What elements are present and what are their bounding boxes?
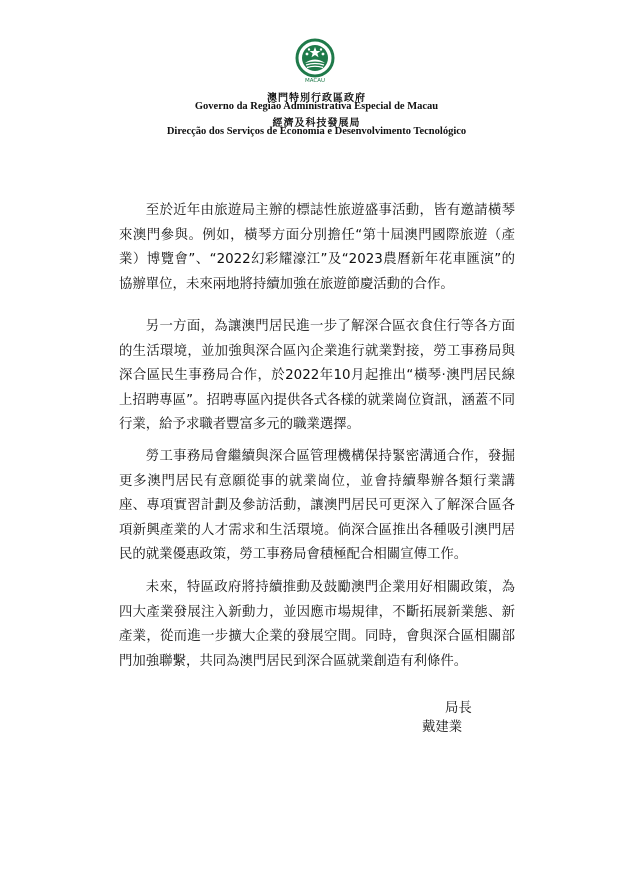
signature-title-text: 局長 — [445, 701, 472, 716]
emblem-label: MACAU — [304, 78, 326, 84]
paragraph-tourism: 至於近年由旅遊局主辦的標誌性旅遊盛事活動，皆有邀請橫琴來澳門參與。例如，橫琴方面分別擔任“第十屆澳門國際旅遊（產業）博覽會”、“2022幻彩耀濠江”及“2023農曆新年花車匯演”的協辦單位，未來兩地將持續加強在旅遊節慶活動的合作。 — [119, 203, 515, 292]
signature-name-text: 戴建業 — [422, 720, 463, 735]
macau-emblem-icon — [286, 38, 344, 84]
paragraph-recruitment-zone: 另一方面，為讓澳門居民進一步了解深合區衣食住行等各方面的生活環境，並加強與深合區內企業進行就業對接，勞工事務局與深合區民生事務局合作，於2022年10月起推出“橫琴·澳門居民線上招聘專區”。招聘專區內提供各式各樣的就業崗位資訊，涵蓋不同行業，給予求職者豐富多元的職業選擇。 — [119, 319, 515, 432]
paragraph-future: 未來，特區政府將持續推動及鼓勵澳門企業用好相關政策，為四大產業發展注入新動力，並因應市場規律，不斷拓展新業態、新產業，從而進一步擴大企業的發展空間。同時，會與深合區相關部門加強聯繫，共同為澳門居民到深合區就業創造有利條件。 — [119, 580, 515, 669]
department-name-zh: 經濟及科技發展局 — [272, 118, 361, 129]
government-name-pt: Governo da Região Administrativa Especial de Macau — [194, 101, 439, 112]
paragraph-labour-bureau: 勞工事務局會繼續與深合區管理機構保持緊密溝通合作，發掘更多澳門居民有意願從事的就業崗位，並會持續舉辦各類行業講座、專項實習計劃及參訪活動，讓澳門居民可更深入了解深合區各項新興產業的人才需求和生活環境。倘深合區推出各種吸引澳門居民的就業優惠政策，勞工事務局會積極配合相關宣傳工作。 — [119, 449, 515, 562]
government-name-zh: 澳門特別行政區政府 — [267, 93, 366, 104]
department-name-pt: Direcção dos Serviços de Economia e Desenvolvimento Tecnológico — [166, 126, 467, 137]
